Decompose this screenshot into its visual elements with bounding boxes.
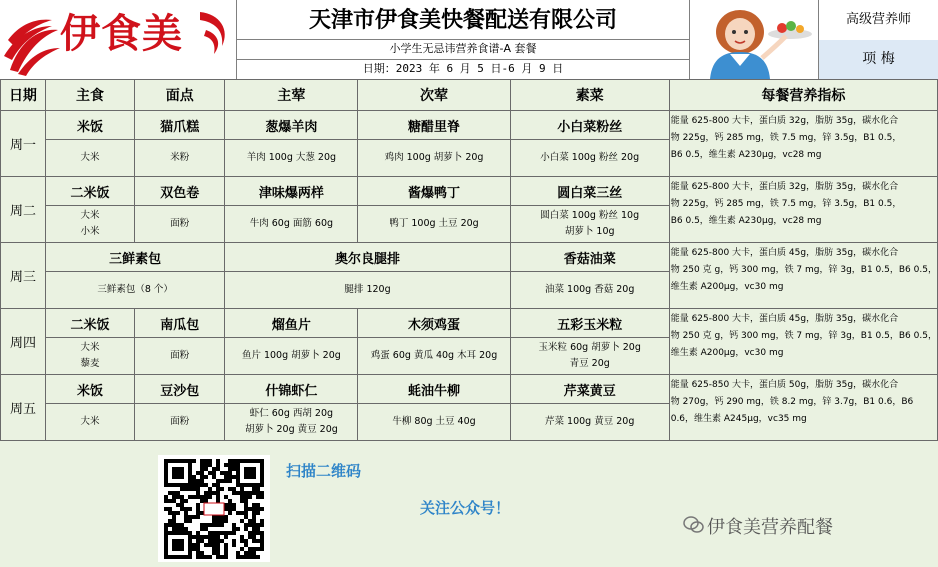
ingredient-cell: 圆白菜 100g 粉丝 10g 胡萝卜 10g bbox=[510, 206, 669, 243]
nutrition-line: 能量 625-850 大卡，蛋白质 50g，脂肪 35g，碳水化合 bbox=[670, 380, 899, 390]
ingredient-cell: 鸡肉 100g 胡萝卜 20g bbox=[358, 140, 510, 177]
main-meat-dish: 熘鱼片 bbox=[225, 309, 358, 338]
main-meat-dish: 津味爆两样 bbox=[225, 177, 358, 206]
vegetable-dish: 五彩玉米粒 bbox=[510, 309, 669, 338]
secondary-meat-dish: 酱爆鸭丁 bbox=[358, 177, 510, 206]
day-label: 周五 bbox=[1, 375, 46, 441]
ingredient-cell: 羊肉 100g 大葱 20g bbox=[225, 140, 358, 177]
nutrition-line: 0.6，维生素 A245μg，vc35 mg bbox=[670, 414, 807, 424]
nutrition-line: 能量 625-800 大卡，蛋白质 45g，脂肪 35g，碳水化合 bbox=[670, 248, 899, 258]
pastry-dish: 豆沙包 bbox=[135, 375, 225, 404]
col-header-vegetable: 素菜 bbox=[510, 80, 669, 111]
staple-dish: 二米饭 bbox=[45, 177, 134, 206]
divider bbox=[237, 59, 689, 60]
chef-illustration bbox=[690, 0, 818, 79]
nutrition-info bbox=[669, 243, 937, 309]
table-header-row bbox=[1, 80, 938, 111]
scan-qr-prompt: 扫描二维码 bbox=[286, 462, 362, 480]
ingredient-cell: 大米 bbox=[45, 404, 134, 441]
pastry-dish: 南瓜包 bbox=[135, 309, 225, 338]
ingredient-cell: 芹菜 100g 黄豆 20g bbox=[510, 404, 669, 441]
pastry-dish: 猫爪糕 bbox=[135, 111, 225, 140]
nutrition-info bbox=[669, 309, 937, 375]
ingredient-cell: 米粉 bbox=[135, 140, 225, 177]
vegetable-dish: 小白菜粉丝 bbox=[510, 111, 669, 140]
ingredient-cell: 小白菜 100g 粉丝 20g bbox=[510, 140, 669, 177]
table-row bbox=[1, 177, 938, 206]
ingredient-cell: 鸡蛋 60g 黄瓜 40g 木耳 20g bbox=[358, 338, 510, 375]
secondary-meat-dish: 糖醋里脊 bbox=[358, 111, 510, 140]
logo-text: 伊食美 bbox=[60, 10, 183, 57]
main-meat-dish: 葱爆羊肉 bbox=[225, 111, 358, 140]
date-range: 日期：2023 年 6 月 5 日-6 月 9 日 bbox=[362, 62, 564, 75]
qr-code[interactable] bbox=[158, 455, 270, 562]
ingredient-cell: 鸭丁 100g 土豆 20g bbox=[358, 206, 510, 243]
wechat-account-name: 伊食美营养配餐 bbox=[707, 517, 833, 538]
nutrition-line: 物 225g，钙 285 mg，铁 7.5 mg，锌 3.5g，B1 0.5， bbox=[670, 133, 902, 143]
ingredient-cell: 腿排 120g bbox=[225, 272, 510, 309]
nutrition-line: B6 0.5，维生素 A230μg，vc28 mg bbox=[670, 150, 822, 160]
main-meat-dish: 奥尔良腿排 bbox=[225, 243, 510, 272]
ingredient-cell: 面粉 bbox=[135, 206, 225, 243]
day-label: 周二 bbox=[1, 177, 46, 243]
nutrition-line: 物 250 克 g，钙 300 mg，铁 7 mg，锌 3g，B1 0.5，B6 0.5， bbox=[670, 331, 937, 341]
nutrition-line: B6 0.5，维生素 A230μg，vc28 mg bbox=[670, 216, 822, 226]
ingredient-cell: 油菜 100g 香菇 20g bbox=[510, 272, 669, 309]
col-header-main-meat: 主荤 bbox=[225, 80, 358, 111]
ingredient-cell: 大米 bbox=[45, 140, 134, 177]
table-row bbox=[1, 309, 938, 338]
nutritionist-name: 项 梅 bbox=[819, 40, 938, 79]
nutrition-line: 能量 625-800 大卡，蛋白质 32g，脂肪 35g，碳水化合 bbox=[670, 116, 899, 126]
ingredient-cell: 虾仁 60g 西胡 20g 胡萝卜 20g 黄豆 20g bbox=[225, 404, 358, 441]
follow-account-prompt: 关注公众号！ bbox=[420, 499, 511, 517]
nutrition-info bbox=[669, 177, 937, 243]
col-header-date: 日期 bbox=[1, 80, 46, 111]
col-header-secondary-meat: 次荤 bbox=[358, 80, 510, 111]
vegetable-dish: 芹菜黄豆 bbox=[510, 375, 669, 404]
menu-table bbox=[0, 79, 938, 441]
vegetable-dish: 圆白菜三丝 bbox=[510, 177, 669, 206]
ingredient-cell: 面粉 bbox=[135, 404, 225, 441]
vegetable-dish: 香菇油菜 bbox=[510, 243, 669, 272]
day-label: 周三 bbox=[1, 243, 46, 309]
col-header-nutrition: 每餐营养指标 bbox=[669, 80, 937, 111]
col-header-pastry: 面点 bbox=[135, 80, 225, 111]
nutrition-line: 维生素 A200μg，vc30 mg bbox=[670, 348, 784, 358]
ingredient-cell: 大米 小米 bbox=[45, 206, 134, 243]
main-meat-dish: 什锦虾仁 bbox=[225, 375, 358, 404]
staple-dish: 三鲜素包 bbox=[45, 243, 224, 272]
ingredient-cell: 三鲜素包（8 个） bbox=[45, 272, 224, 309]
staple-dish: 米饭 bbox=[45, 111, 134, 140]
nutrition-line: 物 225g，钙 285 mg，铁 7.5 mg，锌 3.5g，B1 0.5， bbox=[670, 199, 902, 209]
nutrition-info bbox=[669, 111, 937, 177]
nutrition-line: 能量 625-800 大卡，蛋白质 32g，脂肪 35g，碳水化合 bbox=[670, 182, 899, 192]
ingredient-cell: 大米 藜麦 bbox=[45, 338, 134, 375]
secondary-meat-dish: 蚝油牛柳 bbox=[358, 375, 510, 404]
day-label: 周四 bbox=[1, 309, 46, 375]
table-row bbox=[1, 375, 938, 404]
ingredient-cell: 玉米粒 60g 胡萝卜 20g 青豆 20g bbox=[510, 338, 669, 375]
ingredient-cell: 面粉 bbox=[135, 338, 225, 375]
ingredient-cell: 牛柳 80g 土豆 40g bbox=[358, 404, 510, 441]
staple-dish: 二米饭 bbox=[45, 309, 134, 338]
nutrition-line: 物 270g，钙 290 mg，铁 8.2 mg，锌 3.7g，B1 0.6，B6 bbox=[670, 397, 914, 407]
nutrition-line: 维生素 A200μg，vc30 mg bbox=[670, 282, 784, 292]
nutritionist-title: 高级营养师 bbox=[819, 0, 938, 40]
nutrition-info bbox=[669, 375, 937, 441]
nutrition-line: 能量 625-800 大卡，蛋白质 45g，脂肪 35g，碳水化合 bbox=[670, 314, 899, 324]
pastry-dish: 双色卷 bbox=[135, 177, 225, 206]
col-header-staple: 主食 bbox=[45, 80, 134, 111]
company-name: 天津市伊食美快餐配送有限公司 bbox=[308, 7, 617, 33]
ingredient-cell: 牛肉 60g 面筋 60g bbox=[225, 206, 358, 243]
divider bbox=[237, 39, 689, 40]
wechat-icon bbox=[683, 514, 705, 536]
table-row bbox=[1, 243, 938, 272]
day-label: 周一 bbox=[1, 111, 46, 177]
staple-dish: 米饭 bbox=[45, 375, 134, 404]
ingredient-cell: 鱼片 100g 胡萝卜 20g bbox=[225, 338, 358, 375]
nutrition-line: 物 250 克 g，钙 300 mg，铁 7 mg，锌 3g，B1 0.5，B6 0.5， bbox=[670, 265, 937, 275]
table-row bbox=[1, 111, 938, 140]
menu-name: 小学生无忌讳营养食谱-A 套餐 bbox=[389, 42, 537, 55]
secondary-meat-dish: 木须鸡蛋 bbox=[358, 309, 510, 338]
